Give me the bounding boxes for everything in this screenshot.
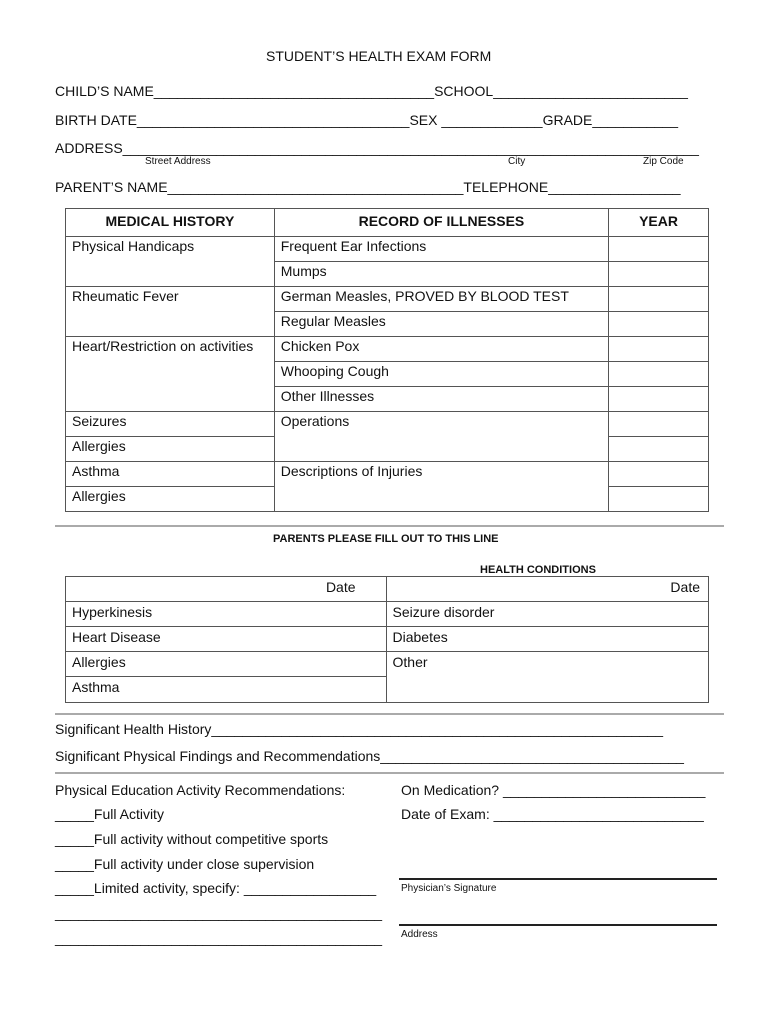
health-conditions-title: HEALTH CONDITIONS <box>480 564 596 576</box>
full-activity-no-competitive-option[interactable]: _____Full activity without competitive sports <box>55 831 329 847</box>
page-title: STUDENT’S HEALTH EXAM FORM <box>266 48 492 64</box>
address-signature-line[interactable] <box>399 924 717 926</box>
condition-item: Diabetes <box>386 627 708 652</box>
condition-item: Heart Disease <box>66 627 387 652</box>
illness-item: Regular Measles <box>274 312 608 337</box>
year-cell[interactable] <box>609 262 709 287</box>
address-field[interactable]: ADDRESS__________________________________________________________________________ <box>55 140 699 156</box>
history-item: Asthma <box>66 462 275 487</box>
divider <box>55 772 724 774</box>
physician-signature-label: Physician’s Signature <box>401 883 497 894</box>
on-medication-field[interactable]: On Medication? __________________________ <box>401 782 706 798</box>
health-conditions-table <box>65 576 709 703</box>
year-cell[interactable] <box>609 312 709 337</box>
illness-item: German Measles, PROVED BY BLOOD TEST <box>274 287 608 312</box>
physician-signature-line[interactable] <box>399 878 717 880</box>
illness-item: Whooping Cough <box>274 362 608 387</box>
divider <box>55 713 724 715</box>
illness-item: Descriptions of Injuries <box>274 462 608 512</box>
full-activity-supervision-option[interactable]: _____Full activity under close supervision <box>55 856 315 872</box>
parents-fill-out-note: PARENTS PLEASE FILL OUT TO THIS LINE <box>273 533 499 545</box>
year-cell[interactable] <box>609 387 709 412</box>
history-item: Allergies <box>66 487 275 512</box>
date-of-exam-field[interactable]: Date of Exam: ___________________________ <box>401 806 704 822</box>
limited-activity-option[interactable]: _____Limited activity, specify: _________________ <box>55 880 377 896</box>
date-label-right: Date <box>386 577 708 602</box>
birth-date-sex-grade-field[interactable]: BIRTH DATE___________________________________SEX _____________GRADE___________ <box>55 112 679 128</box>
year-cell[interactable] <box>609 337 709 362</box>
history-item: Seizures <box>66 412 275 437</box>
childs-name-school-field[interactable]: CHILD’S NAME____________________________________SCHOOL_________________________ <box>55 83 688 99</box>
limited-activity-blank-line[interactable]: __________________________________________ <box>55 905 383 921</box>
year-cell[interactable] <box>609 237 709 262</box>
date-label-left: Date <box>66 577 387 602</box>
year-cell[interactable] <box>609 362 709 387</box>
year-cell[interactable] <box>609 487 709 512</box>
city-label: City <box>508 156 526 167</box>
illness-item: Operations <box>274 412 608 462</box>
significant-health-history-field[interactable]: Significant Health History__________________________________________________________ <box>55 721 663 737</box>
year-cell[interactable] <box>609 412 709 437</box>
medical-history-header: MEDICAL HISTORY <box>66 209 275 237</box>
street-address-label: Street Address <box>145 156 211 167</box>
illness-item: Mumps <box>274 262 608 287</box>
year-cell[interactable] <box>609 437 709 462</box>
condition-item: Asthma <box>66 677 387 703</box>
divider <box>55 525 724 527</box>
history-item: Rheumatic Fever <box>66 287 275 337</box>
illness-item: Frequent Ear Infections <box>274 237 608 262</box>
year-cell[interactable] <box>609 462 709 487</box>
condition-item: Allergies <box>66 652 387 677</box>
history-item: Heart/Restriction on activities <box>66 337 275 412</box>
parents-name-telephone-field[interactable]: PARENT’S NAME______________________________________TELEPHONE_________________ <box>55 179 681 195</box>
year-header: YEAR <box>609 209 709 237</box>
condition-item: Seizure disorder <box>386 602 708 627</box>
zip-code-label: Zip Code <box>643 156 684 167</box>
record-of-illnesses-header: RECORD OF ILLNESSES <box>274 209 608 237</box>
history-item: Physical Handicaps <box>66 237 275 287</box>
condition-item: Other <box>386 652 708 703</box>
limited-activity-blank-line[interactable]: __________________________________________ <box>55 930 383 946</box>
pe-recommendations-title: Physical Education Activity Recommendations: <box>55 782 346 798</box>
illness-item: Other Illnesses <box>274 387 608 412</box>
condition-item: Hyperkinesis <box>66 602 387 627</box>
significant-findings-field[interactable]: Significant Physical Findings and Recommendations_______________________________________ <box>55 748 684 764</box>
illness-item: Chicken Pox <box>274 337 608 362</box>
history-item: Allergies <box>66 437 275 462</box>
year-cell[interactable] <box>609 287 709 312</box>
full-activity-option[interactable]: _____Full Activity <box>55 806 164 822</box>
address-label: Address <box>401 929 438 940</box>
medical-history-table <box>65 208 709 512</box>
